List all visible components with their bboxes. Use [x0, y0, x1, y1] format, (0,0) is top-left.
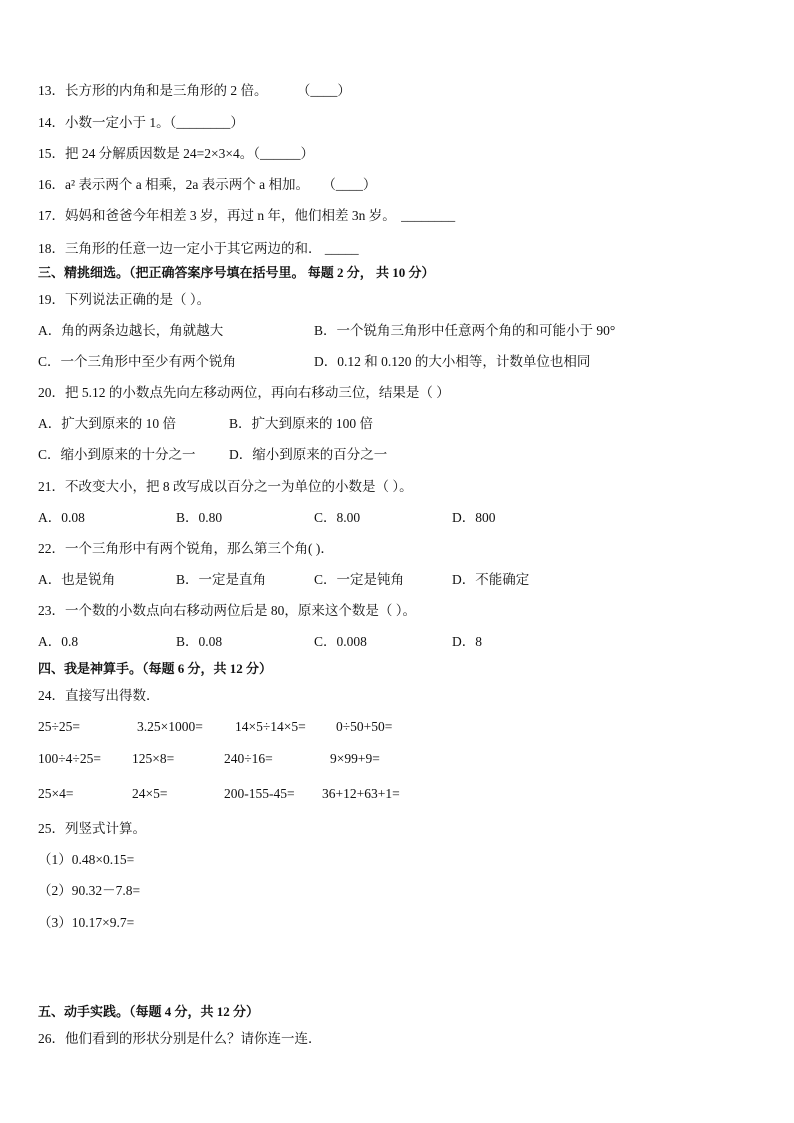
question-text: 13．长方形的内角和是三角形的 2 倍。: [38, 83, 268, 98]
question-text: 16．a² 表示两个 a 相乘，2a 表示两个 a 相加。: [38, 177, 310, 192]
question-text: 18．三角形的任意一边一定小于其它两边的和．: [38, 241, 322, 256]
q21-option-c: C．8.00: [314, 510, 361, 525]
calc-item: 240÷16=: [224, 751, 273, 766]
answer-blank: ________: [401, 208, 456, 223]
q23-option-b: B．0.08: [176, 634, 223, 649]
calc-item: 0÷50+50=: [336, 719, 393, 734]
calc-item: 3.25×1000=: [137, 719, 203, 734]
q20-option-b: B．扩大到原来的 100 倍: [229, 416, 374, 431]
calc-item: 9×99+9=: [330, 751, 380, 766]
q22-option-d: D．不能确定: [452, 572, 530, 587]
question-22-stem: 22．一个三角形中有两个锐角，那么第三个角( )．: [38, 541, 334, 556]
q22-option-b: B．一定是直角: [176, 572, 267, 587]
calc-item: 100÷4÷25=: [38, 751, 101, 766]
question-19-stem: 19．下列说法正确的是（ ）。: [38, 292, 211, 307]
answer-blank: （______）: [253, 146, 314, 161]
answer-blank: _____: [324, 241, 359, 256]
question-21-stem: 21．不改变大小，把 8 改写成以百分之一为单位的小数是（ ）。: [38, 479, 413, 494]
section-4-title: 四、我是神算手。（每题 6 分，共 12 分）: [38, 661, 273, 676]
answer-blank: （____）: [322, 177, 377, 192]
q22-option-c: C．一定是钝角: [314, 572, 405, 587]
q21-option-d: D．800: [452, 510, 496, 525]
q20-option-d: D．缩小到原来的百分之一: [229, 447, 388, 462]
q19-option-b: B．一个锐角三角形中任意两个角的和可能小于 90°: [314, 323, 616, 338]
q21-option-a: A．0.08: [38, 510, 85, 525]
question-25-stem: 25．列竖式计算。: [38, 821, 146, 836]
question-14: [38, 114, 244, 132]
section-3-title: 三、精挑细选。（把正确答案序号填在括号里。 每题 2 分， 共 10 分）: [38, 265, 435, 280]
question-23-stem: 23．一个数的小数点向右移动两位后是 80，原来这个数是（ ）。: [38, 603, 416, 618]
q23-option-c: C．0.008: [314, 634, 367, 649]
vertical-calc-item: （2）90.32－7.8=: [38, 883, 141, 898]
calc-item: 25÷25=: [38, 719, 81, 734]
question-text: 17．妈妈和爸爸今年相差 3 岁，再过 n 年，他们相差 3n 岁。: [38, 208, 396, 223]
q20-option-c: C．缩小到原来的十分之一: [38, 447, 196, 462]
calc-item: 24×5=: [132, 786, 168, 801]
answer-blank: （________）: [169, 115, 244, 130]
question-15: [38, 145, 314, 163]
question-13: [38, 82, 351, 100]
vertical-calc-item: （3）10.17×9.7=: [38, 915, 135, 930]
q19-option-c: C．一个三角形中至少有两个锐角: [38, 354, 237, 369]
question-26-stem: 26．他们看到的形状分别是什么？请你连一连．: [38, 1031, 322, 1046]
section-5-title: 五、动手实践。（每题 4 分，共 12 分）: [38, 1004, 260, 1019]
calc-item: 25×4=: [38, 786, 74, 801]
q23-option-d: D．8: [452, 634, 482, 649]
question-text: 15．把 24 分解质因数是 24=2×3×4。: [38, 146, 254, 161]
question-text: 14．小数一定小于 1。: [38, 115, 170, 130]
q19-option-a: A．角的两条边越长，角就越大: [38, 323, 224, 338]
calc-item: 36+12+63+1=: [322, 786, 400, 801]
question-20-stem: 20．把 5.12 的小数点先向左移动两位，再向右移动三位，结果是（ ）: [38, 385, 450, 400]
calc-item: 200-155-45=: [224, 786, 295, 801]
question-18: [38, 240, 359, 258]
question-16: [38, 176, 376, 194]
q23-option-a: A．0.8: [38, 634, 79, 649]
q21-option-b: B．0.80: [176, 510, 223, 525]
question-24-stem: 24．直接写出得数．: [38, 688, 160, 703]
q20-option-a: A．扩大到原来的 10 倍: [38, 416, 176, 431]
vertical-calc-item: （1）0.48×0.15=: [38, 852, 135, 867]
calc-item: 14×5÷14×5=: [235, 719, 306, 734]
calc-item: 125×8=: [132, 751, 175, 766]
answer-blank: （____）: [296, 83, 351, 98]
question-17: [38, 207, 455, 225]
q22-option-a: A．也是锐角: [38, 572, 116, 587]
q19-option-d: D．0.12 和 0.120 的大小相等，计数单位也相同: [314, 354, 591, 369]
